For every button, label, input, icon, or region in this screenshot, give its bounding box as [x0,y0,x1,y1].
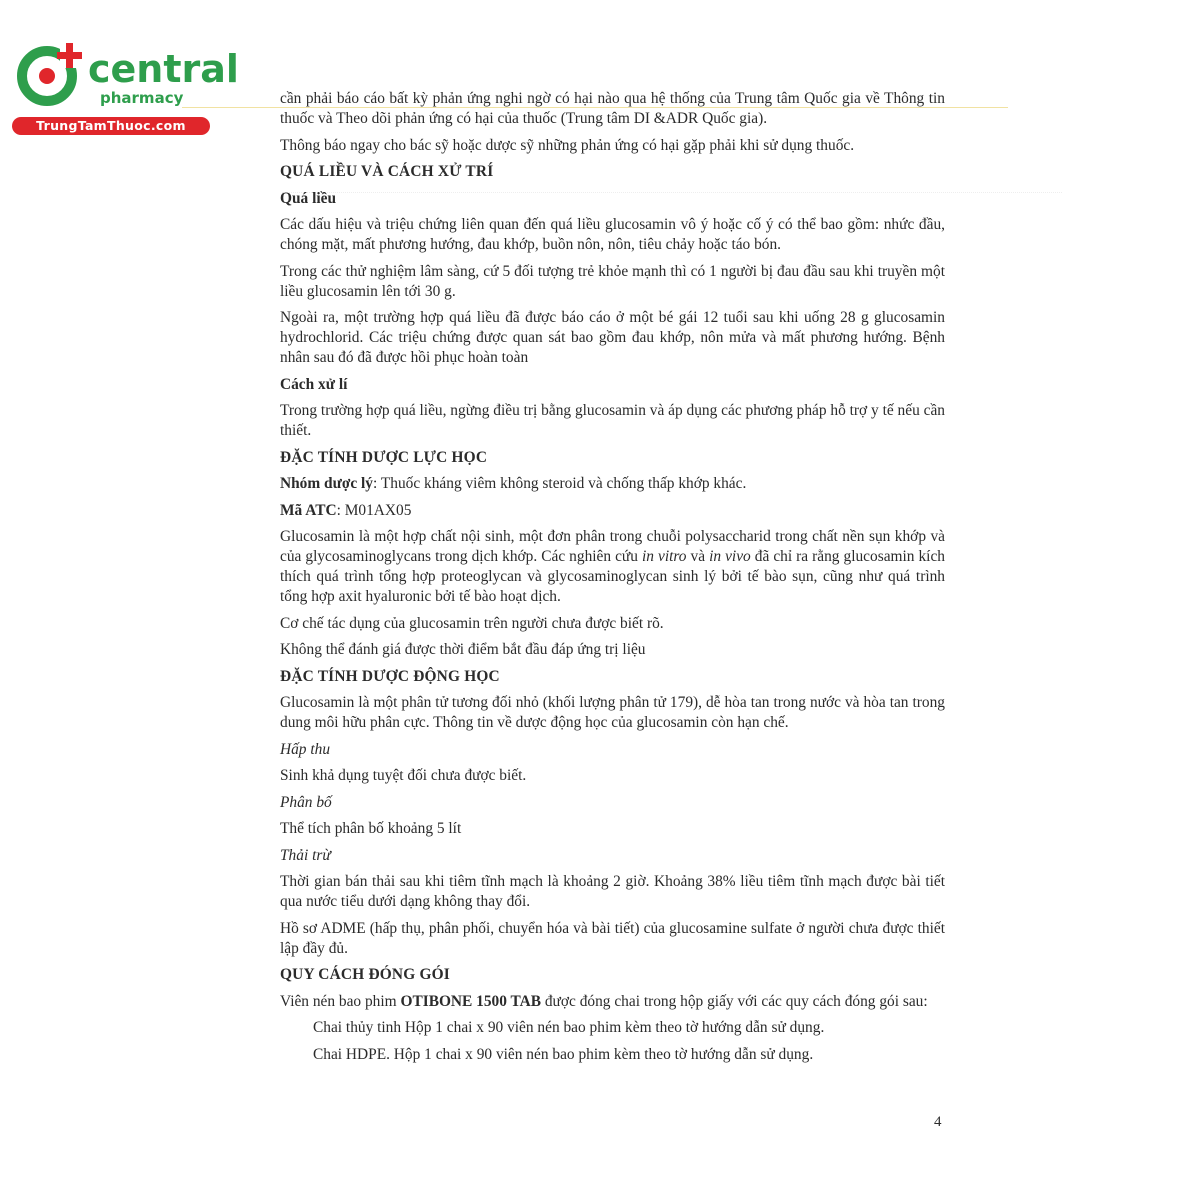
pharmacologic-group [280,474,945,494]
absorption-text: Sinh khả dụng tuyệt đối chưa được biết. [280,767,527,784]
overdose-case: Ngoài ra, một trường hợp quá liều đã được báo cáo ở một bé gái 12 tuổi sau khi uống 28 g glucosamin hydrochlorid. Các triệu chứng được quan sát bao gồm đau khớp, nôn mửa và mất phương hướng. Bệnh nhân sau đó đã được hồi phục hoàn toàn [280,309,945,366]
overdose-symptoms: Các dấu hiệu và triệu chứng liên quan đến quá liều glucosamin vô ý hoặc cố ý có thể bao gồm: nhức đầu, chóng mặt, mất phương hướng, đau khớp, buồn nôn, nôn, tiêu chảy hoặc táo bón. [280,216,945,253]
packaging-intro-b: được đóng chai trong hộp giấy với các quy cách đóng gói sau: [541,992,928,1010]
product-name: OTIBONE 1500 TAB [400,992,542,1010]
atc-code [280,501,945,521]
onset-unknown: Không thể đánh giá được thời điểm bắt đầu đáp ứng trị liệu [280,641,646,658]
mechanism-text-b: và [686,548,710,565]
packaging-intro-a: Viên nén bao phim [280,992,401,1010]
packaging-heading: QUY CÁCH ĐÓNG GÓI [280,966,450,983]
overdose-trials: Trong các thử nghiệm lâm sàng, cứ 5 đối tượng trẻ khỏe mạnh thì có 1 người bị đau đầu sau khi truyền một liều glucosamin lên tới 30 g. [280,262,945,300]
notify-paragraph: Thông báo ngay cho bác sỹ hoặc dược sỹ những phản ứng có hại gặp phải khi sử dụng thuốc. [280,136,855,154]
absorption-label: Hấp thu [280,740,331,758]
packaging-intro [280,992,945,1012]
distribution-text: Thể tích phân bố khoảng 5 lít [280,820,462,837]
group-value: : Thuốc kháng viêm không steroid và chống thấp khớp khác. [373,475,747,492]
overdose-heading: QUÁ LIỀU VÀ CÁCH XỬ TRÍ [280,163,494,180]
logo-url: TrungTamThuoc.com [12,117,210,135]
logo-sub: pharmacy [100,89,184,107]
packaging-item-hdpe: Chai HDPE. Hộp 1 chai x 90 viên nén bao phim kèm theo tờ hướng dẫn sử dụng. [313,1045,814,1063]
distribution-label: Phân bố [280,793,332,811]
pharmacodynamics-heading: ĐẶC TÍNH DƯỢC LỰC HỌC [280,448,488,466]
packaging-item-glass: Chai thủy tinh Hộp 1 chai x 90 viên nén bao phim kèm theo tờ hướng dẫn sử dụng. [313,1019,825,1036]
in-vitro-term: in vitro [642,548,687,565]
page-number: 4 [934,1114,942,1130]
atc-label: Mã ATC [280,501,337,519]
elimination-text: Thời gian bán thải sau khi tiêm tĩnh mạch là khoảng 2 giờ. Khoảng 38% liều tiêm tĩnh mạch được bài tiết qua nước tiểu dưới dạng không thay đổi. [280,873,945,910]
report-paragraph: cần phải báo cáo bất kỳ phản ứng nghi ngờ có hại nào qua hệ thống của Trung tâm Quốc gia về Thông tin thuốc và Theo dõi phản ứng có hại của thuốc (Trung tâm DI &ADR Quốc gia). [280,90,945,127]
mechanism-paragraph [280,527,945,607]
mechanism-text-a: Glucosamin là một hợp chất nội sinh, một đơn phân trong chuỗi polysaccharid trong chất nền sụn khớp và của glycosaminoglycans trong dịch khớp. Các nghiên cứu [280,528,945,565]
mechanism-text-c: đã chỉ ra rằng glucosamin kích thích quá trình tổng hợp proteoglycan và glycosaminoglycan sinh lý bởi tế bào sụn, cũng như quá trình tổng hợp axit hyaluronic bởi tế bào hoạt dịch. [280,548,945,605]
elimination-label: Thải trừ [280,846,331,864]
in-vivo-term: in vivo [709,548,751,565]
overdose-subheading: Quá liều [280,189,337,207]
adme-text: Hồ sơ ADME (hấp thụ, phân phối, chuyển hóa và bài tiết) của glucosamine sulfate ở người chưa được thiết lập đầy đủ. [280,919,945,957]
group-label: Nhóm dược lý [280,475,374,492]
logo-emblem-icon [12,38,239,118]
logo-brand: central [88,47,239,91]
pharmacokinetics-heading: ĐẶC TÍNH DƯỢC ĐỘNG HỌC [280,667,500,685]
pk-intro: Glucosamin là một phân tử tương đối nhỏ (khối lượng phân tử 179), dễ hòa tan trong nước và hòa tan trong dung môi hữu phân cực. Thông tin về dược động học của glucosamin còn hạn chế. [280,694,945,731]
mechanism-unknown: Cơ chế tác dụng của glucosamin trên người chưa được biết rõ. [280,614,664,632]
atc-value: : M01AX05 [336,501,412,519]
treatment-text: Trong trường hợp quá liều, ngừng điều trị bằng glucosamin và áp dụng các phương pháp hỗ trợ y tế nếu cần thiết. [280,402,945,439]
document-body [280,89,945,1071]
treatment-subheading: Cách xử lí [280,375,348,393]
